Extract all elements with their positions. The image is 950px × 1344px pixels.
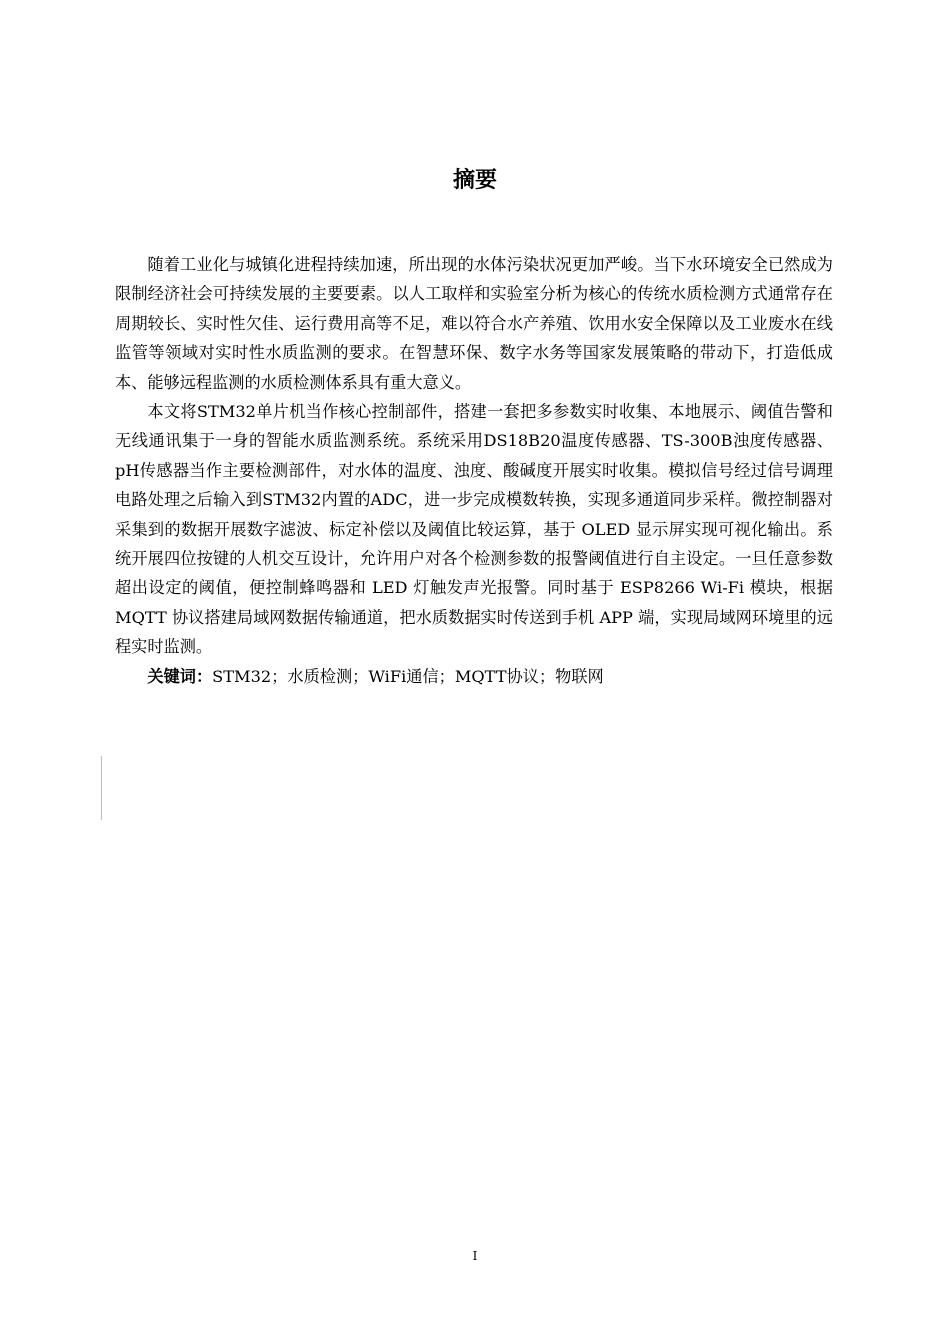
page-number: I: [472, 1249, 478, 1263]
keywords-label: 关键词：: [147, 666, 213, 686]
abstract-paragraph-1: 随着工业化与城镇化进程持续加速，所出现的水体污染状况更加严峻。当下水环境安全已然成为限制经济社会可持续发展的主要要素。以人工取样和实验室分析为核心的传统水质检测方式通常存在周期较长、实时性欠佳、运行费用高等不足，难以符合水产养殖、饮用水安全保障以及工业废水在线监管等领域对实时性水质监测的要求。在智慧环保、数字水务等国家发展策略的带动下，打造低成本、能够远程监测的水质检测体系具有重大意义。: [115, 255, 833, 392]
keywords-line: [115, 662, 833, 691]
abstract-title: 摘要: [452, 168, 497, 193]
change-bar: [101, 756, 102, 820]
abstract-paragraph-2: 本文将STM32单片机当作核心控制部件，搭建一套把多参数实时收集、本地展示、阈值告警和无线通讯集于一身的智能水质监测系统。系统采用DS18B20温度传感器、TS-300B浊度传感器、pH传感器当作主要检测部件，对水体的温度、浊度、酸碱度开展实时收集。模拟信号经过信号调理电路处理之后输入到STM32内置的ADC，进一步完成模数转换，实现多通道同步采样。微控制器对采集到的数据开展数字滤波、标定补偿以及阈值比较运算，基于 OLED 显示屏实现可视化输出。系统开展四位按键的人机交互设计，允许用户对各个检测参数的报警阈值进行自主设定。一旦任意参数超出设定的阈值，便控制蜂鸣器和 LED 灯触发声光报警。同时基于 ESP8266 Wi-Fi 模块，根据 MQTT 协议搭建局域网数据传输通道，把水质数据实时传送到手机 APP 端，实现局域网环境里的远程实时监测。: [115, 402, 833, 657]
keywords-text: STM32；水质检测；WiFi通信；MQTT协议；物联网: [212, 666, 604, 686]
abstract-body: [115, 250, 833, 691]
